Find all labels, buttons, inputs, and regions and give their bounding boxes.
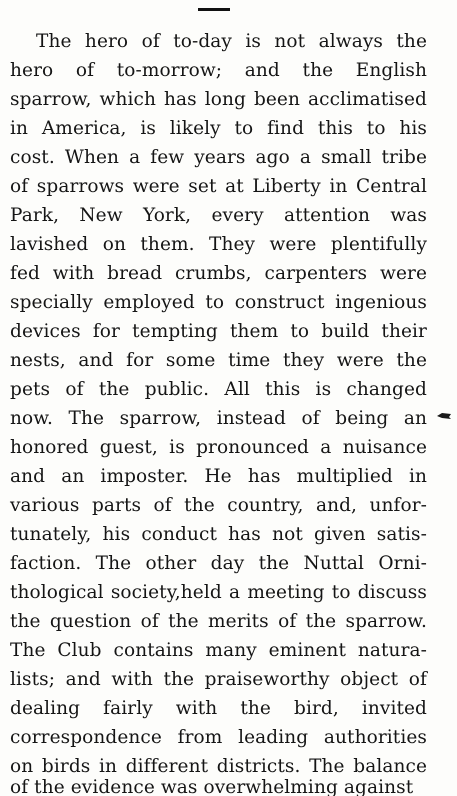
text-line: Park, New York, every attention was [10, 205, 427, 226]
text-line: The hero of to-day is not always the [36, 31, 427, 52]
text-line: on birds in different districts. The balance [10, 756, 427, 777]
text-line: sparrow, which has long been acclimatised [10, 89, 427, 110]
text-line: faction. The other day the Nuttal Orni- [10, 553, 427, 574]
text-line: of sparrows were set at Liberty in Central [10, 176, 427, 197]
text-line: various parts of the country, and, unfor- [10, 495, 427, 516]
text-line: the question of the merits of the sparrow. [10, 611, 427, 632]
text-line: and an imposter. He has multiplied in [10, 466, 427, 487]
text-line: hero of to-morrow; and the English [10, 60, 427, 81]
text-line: of the evidence was overwhelming against [10, 777, 414, 796]
text-line: lists; and with the praiseworthy object of [10, 669, 427, 690]
text-line: specially employed to construct ingenious [10, 292, 427, 313]
text-line: thological society,held a meeting to discuss [10, 582, 427, 603]
text-line: tunately, his conduct has not given satis- [10, 524, 427, 545]
section-divider-rule [198, 8, 230, 11]
text-line: honored guest, is pronounced a nuisance [10, 437, 427, 458]
text-line: lavished on them. They were plentifully [10, 234, 427, 255]
text-line: devices for tempting them to build their [10, 321, 427, 342]
text-line: The Club contains many eminent natura- [10, 640, 427, 661]
text-line: pets of the public. All this is changed [10, 379, 427, 400]
text-line: fed with bread crumbs, carpenters were [10, 263, 427, 284]
text-line: cost. When a few years ago a small tribe [10, 147, 427, 168]
text-line: nests, and for some time they were the [10, 350, 427, 371]
text-line: dealing fairly with the bird, invited [10, 698, 427, 719]
text-line: now. The sparrow, instead of being an [10, 408, 427, 429]
margin-ink-mark [436, 412, 452, 420]
text-line: in America, is likely to find this to his [10, 118, 427, 139]
text-line: correspondence from leading authorities [10, 727, 427, 748]
